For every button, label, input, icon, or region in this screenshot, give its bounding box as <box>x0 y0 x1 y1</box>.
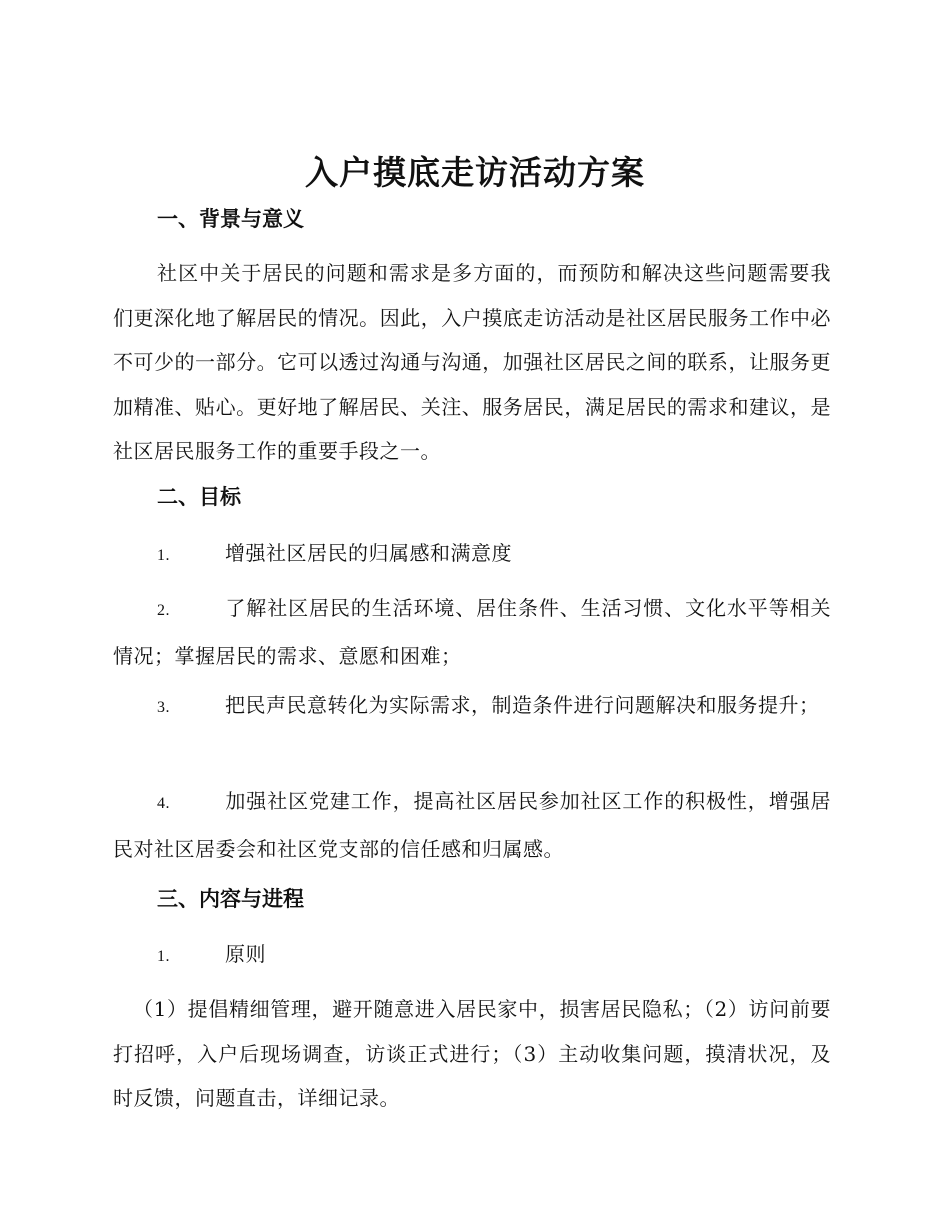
goal-item-text: 把民声民意转化为实际需求，制造条件进行问题解决和服务提升； <box>225 693 820 717</box>
goal-item-text: 增强社区居民的归属感和满意度 <box>225 541 512 565</box>
content-item-1 <box>113 932 831 980</box>
goal-item-2 <box>113 586 831 678</box>
goal-item-text: 了解社区居民的生活环境、居住条件、生活习惯、文化水平等相关情况；掌握居民的需求、意愿和困难； <box>113 596 831 668</box>
goal-item-text: 加强社区党建工作，提高社区居民参加社区工作的积极性，增强居民对社区居委会和社区党支部的信任感和归属感。 <box>113 789 831 861</box>
goal-item-number: 3. <box>157 699 170 716</box>
goal-item-3 <box>113 683 831 731</box>
goal-item-number: 2. <box>157 602 170 619</box>
section-heading-goals: 二、目标 <box>157 485 241 509</box>
goal-item-number: 4. <box>157 795 170 812</box>
goal-item-4 <box>113 779 831 871</box>
goal-item-number: 1. <box>157 547 170 564</box>
goal-item-1 <box>113 531 831 579</box>
document-title: 入户摸底走访活动方案 <box>305 153 645 192</box>
principles-paragraph: （1）提倡精细管理，避开随意进入居民家中，损害居民隐私；（2）访问前要打招呼，入户后现场调查，访谈正式进行；（3）主动收集问题，摸清状况，及时反馈，问题直击，详细记录。 <box>113 997 831 1110</box>
content-item-text: 原则 <box>225 942 266 966</box>
section-heading-content: 三、内容与进程 <box>157 887 304 911</box>
section-heading-background: 一、背景与意义 <box>157 207 304 231</box>
content-item-number: 1. <box>157 948 170 965</box>
background-paragraph: 社区中关于居民的问题和需求是多方面的，而预防和解决这些问题需要我们更深化地了解居民的情况。因此，入户摸底走访活动是社区居民服务工作中必不可少的一部分。它可以透过沟通与沟通，加强社区居民之间的联系，让服务更加精准、贴心。更好地了解居民、关注、服务居民，满足居民的需求和建议，是社区居民服务工作的重要手段之一。 <box>113 261 831 463</box>
